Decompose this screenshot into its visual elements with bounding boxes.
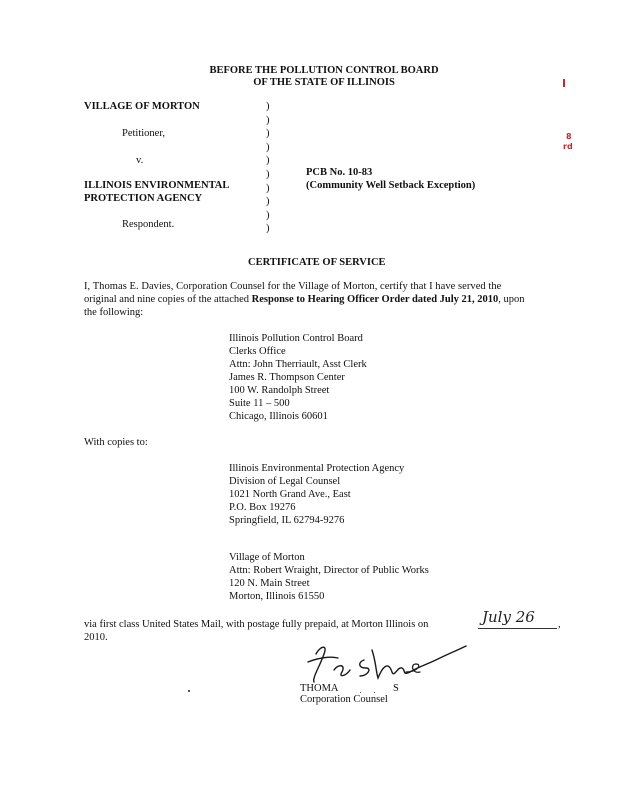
signer-title: Corporation Counsel xyxy=(300,694,388,705)
board-title-line1: BEFORE THE POLLUTION CONTROL BOARD xyxy=(209,65,439,76)
mailing-year: 2010. xyxy=(84,632,108,643)
address-line: 100 W. Randolph Street xyxy=(229,385,330,396)
margin-mark-red-2: 8 xyxy=(566,132,572,141)
address-block-agency xyxy=(229,462,404,527)
margin-mark-red-3: rd xyxy=(563,142,573,151)
signer-name-part2: S xyxy=(393,683,399,694)
certify-line2-start: original and nine copies of the attached xyxy=(84,294,252,305)
case-title: (Community Well Setback Exception) xyxy=(306,180,476,191)
address-block-village xyxy=(229,551,429,603)
address-line: Division of Legal Counsel xyxy=(229,476,341,487)
caption-parentheses xyxy=(266,100,270,236)
paren: ) xyxy=(266,101,270,112)
address-line: P.O. Box 19276 xyxy=(229,502,296,513)
address-line: Chicago, Illinois 60601 xyxy=(229,411,328,422)
paren: ) xyxy=(266,128,270,140)
date-line-comma: , xyxy=(558,619,561,630)
respondent-name-line1: ILLINOIS ENVIRONMENTAL xyxy=(84,180,230,191)
stray-dot xyxy=(188,690,190,692)
paren: ) xyxy=(266,141,270,153)
address-line: Attn: Robert Wraight, Director of Public Works xyxy=(229,565,429,576)
petitioner-role: Petitioner, xyxy=(122,128,166,139)
paren: ) xyxy=(266,223,270,235)
certify-line1: I, Thomas E. Davies, Corporation Counsel for the Village of Morton, certify that I have served the xyxy=(84,281,502,292)
respondent-role: Respondent. xyxy=(122,219,175,230)
with-copies-label: With copies to: xyxy=(84,437,148,448)
address-line: 120 N. Main Street xyxy=(229,578,310,589)
paren: ) xyxy=(266,155,270,167)
mailing-statement: via first class United States Mail, with postage fully prepaid, at Morton Illinois on xyxy=(84,619,429,630)
date-signature-line xyxy=(478,628,557,629)
handwritten-date: July 26 xyxy=(482,608,535,626)
petitioner-name: VILLAGE OF MORTON xyxy=(84,101,200,112)
certify-line3: the following: xyxy=(84,307,144,318)
signer-name-part1: THOMA xyxy=(300,683,339,694)
address-line: 1021 North Grand Ave., East xyxy=(229,489,351,500)
paren: ) xyxy=(266,114,270,126)
address-block-board xyxy=(229,332,367,423)
address-line: Attn: John Therriault, Asst Clerk xyxy=(229,359,367,370)
versus-label: v. xyxy=(136,155,144,166)
certify-line2 xyxy=(84,293,525,306)
margin-mark-red-1 xyxy=(563,79,565,87)
respondent-name-line2: PROTECTION AGENCY xyxy=(84,193,203,204)
handwritten-signature xyxy=(298,642,474,686)
address-line: Illinois Pollution Control Board xyxy=(229,333,363,344)
document-title: Response to Hearing Officer Order dated July 21, 2010 xyxy=(251,294,499,305)
certify-line2-end: , upon xyxy=(498,294,525,305)
address-line: Morton, Illinois 61550 xyxy=(229,591,325,602)
paren: ) xyxy=(266,209,270,221)
address-line: Springfield, IL 62794-9276 xyxy=(229,515,345,526)
certificate-heading: CERTIFICATE OF SERVICE xyxy=(248,257,386,268)
paren: ) xyxy=(266,182,270,194)
paren: ) xyxy=(266,168,270,180)
paren: ) xyxy=(266,196,270,208)
address-line: Clerks Office xyxy=(229,346,286,357)
address-line: James R. Thompson Center xyxy=(229,372,345,383)
case-number: PCB No. 10-83 xyxy=(306,167,373,178)
board-title-line2: OF THE STATE OF ILLINOIS xyxy=(253,77,395,88)
address-line: Suite 11 – 500 xyxy=(229,398,290,409)
address-line: Illinois Environmental Protection Agency xyxy=(229,463,405,474)
address-line: Village of Morton xyxy=(229,552,305,563)
